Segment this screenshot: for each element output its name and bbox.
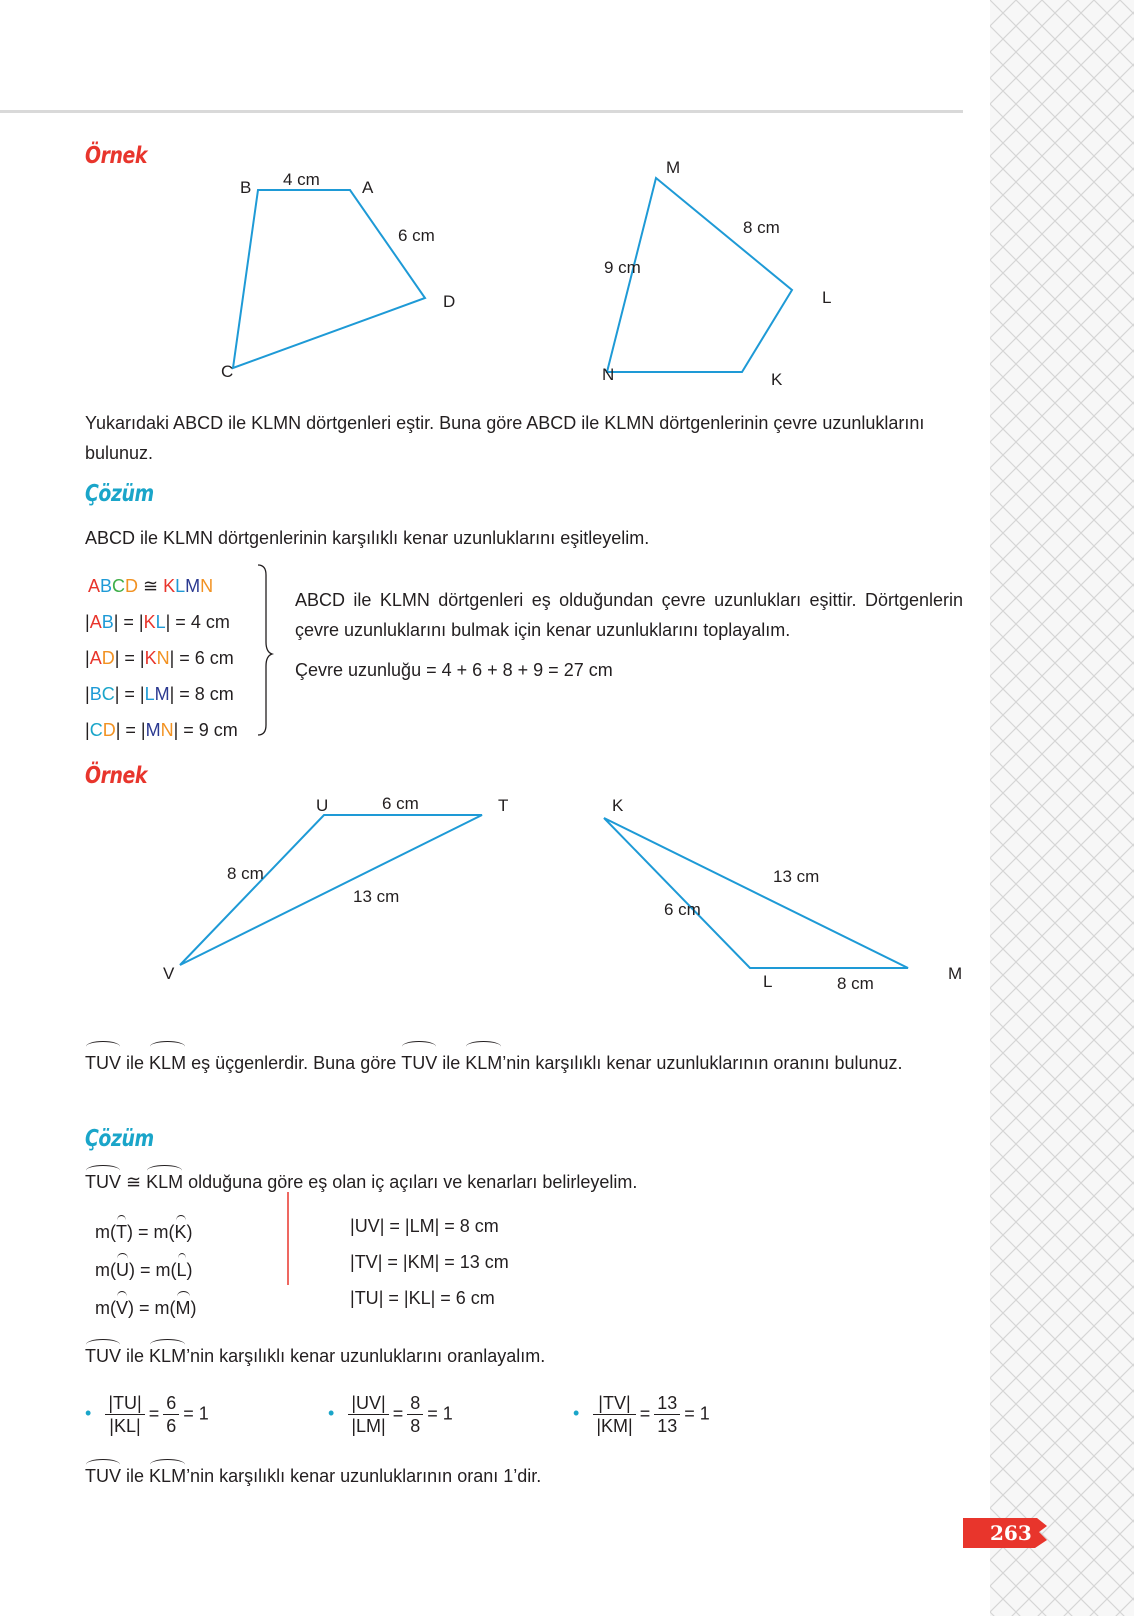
solution-2-heading: Çözüm [85, 1126, 154, 1152]
label-vertex-d: D [443, 292, 456, 311]
example-1-heading: Örnek [85, 143, 148, 169]
label-vertex-l: L [822, 288, 832, 307]
label-side-kl: 6 cm [664, 900, 701, 919]
label-side-km: 13 cm [773, 867, 820, 886]
side-row-tu-kl: |TU| = |KL| = 6 cm [350, 1288, 495, 1308]
label-vertex-k2: K [612, 796, 624, 815]
ratio-tu-kl: • $\frac{|TU|}{|KL|}$ = $\frac{6}{6}$ = 1 [85, 1393, 209, 1436]
solution-2-intro: TUV ≅ KLM olduğuna göre eş olan iç açıları ve kenarları belirleyelim. [85, 1172, 638, 1192]
label-side-lm: 8 cm [837, 974, 874, 993]
right-brace [0, 0, 300, 760]
angle-row-u-l: m(U) = m(L) [95, 1260, 193, 1280]
equality-row-cd: |CD| = |MN| = 9 cm [85, 720, 238, 740]
label-side-ut: 6 cm [382, 794, 419, 813]
label-vertex-m: M [666, 158, 681, 177]
triangle-klm [604, 818, 908, 968]
label-vertex-t: T [498, 796, 509, 815]
ratio-tv-km: • $\frac{|TV|}{|KM|}$ = $\frac{13}{13}$ = 1 [573, 1393, 710, 1436]
label-side-ba: 4 cm [283, 170, 320, 189]
ratio-uv-lm: • $\frac{|UV|}{|LM|}$ = $\frac{8}{8}$ = 1 [328, 1393, 453, 1436]
angle-row-v-m: m(V) = m(M) [95, 1298, 197, 1318]
label-vertex-n: N [602, 365, 615, 384]
label-side-ad: 6 cm [398, 226, 435, 245]
example-2-question: TUV ile KLM eş üçgenlerdir. Buna göre TUV ile KLM’nin karşılıklı kenar uzunluklarının oranını bulunuz. [85, 1048, 963, 1078]
label-vertex-m2: M [948, 964, 963, 983]
equality-row-ad: |AD| = |KN| = 6 cm [85, 648, 234, 668]
example-2-heading: Örnek [85, 763, 148, 789]
side-decorative-pattern [990, 0, 1134, 1616]
side-row-tv-km: |TV| = |KM| = 13 cm [350, 1252, 509, 1272]
solution-1-explanation: ABCD ile KLMN dörtgenleri eş olduğundan çevre uzunlukları eşittir. Dörtgenlerin çevre uzunluklarını bulmak için kenar uzunluklarını toplayalım. [295, 590, 963, 640]
bullet-icon: • [573, 1403, 580, 1424]
bullet-icon: • [328, 1403, 335, 1424]
label-vertex-b: B [240, 178, 252, 197]
label-vertex-l2: L [763, 972, 773, 991]
solution-1-heading: Çözüm [85, 481, 154, 507]
label-side-ml: 8 cm [743, 218, 780, 237]
angle-row-t-k: m(T) = m(K) [95, 1222, 193, 1242]
congruence-statement: ABCD ≅ KLMN [88, 576, 214, 596]
ratio-intro: TUV ile KLM’nin karşılıklı kenar uzunluklarını oranlayalım. [85, 1346, 546, 1366]
label-vertex-c: C [221, 362, 234, 381]
solution-1-intro: ABCD ile KLMN dörtgenlerinin karşılıklı kenar uzunluklarını eşitleyelim. [85, 528, 650, 548]
side-row-uv-lm: |UV| = |LM| = 8 cm [350, 1216, 499, 1236]
example-1-question: Yukarıdaki ABCD ile KLMN dörtgenleri eştir. Buna göre ABCD ile KLMN dörtgenlerinin çevre uzunluklarını bulunuz. [85, 413, 925, 463]
equality-row-ab: |AB| = |KL| = 4 cm [85, 612, 230, 632]
perimeter-result: Çevre uzunluğu = 4 + 6 + 8 + 9 = 27 cm [295, 660, 613, 680]
triangle-tuv [180, 815, 482, 965]
equality-row-bc: |BC| = |LM| = 8 cm [85, 684, 234, 704]
label-vertex-u: U [316, 796, 329, 815]
label-side-uv: 8 cm [227, 864, 264, 883]
conclusion: TUV ile KLM’nin karşılıklı kenar uzunluklarının oranı 1’dir. [85, 1466, 542, 1486]
page-number: 263 [990, 1521, 1032, 1545]
label-side-mn: 9 cm [604, 258, 641, 277]
bullet-icon: • [85, 1403, 92, 1424]
label-vertex-k: K [771, 370, 783, 389]
label-vertex-a: A [362, 178, 374, 197]
label-vertex-v: V [163, 964, 175, 983]
label-side-tv: 13 cm [353, 887, 400, 906]
